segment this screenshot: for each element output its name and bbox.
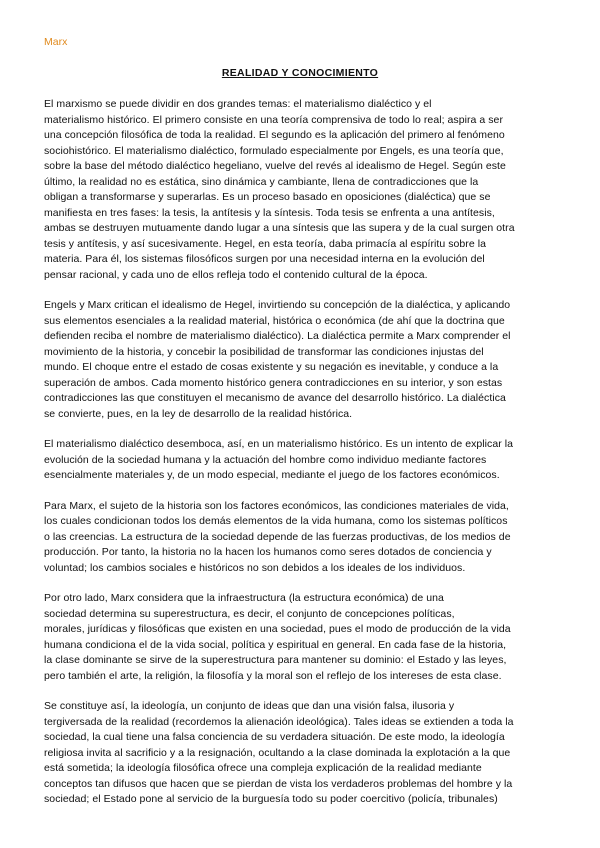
document-title: REALIDAD Y CONOCIMIENTO [221,67,379,79]
paragraph [44,97,562,283]
paragraph-line: conceptos tan difusos que hacen que se pierdan de vista los verdaderos problemas del hombre y la [44,777,513,790]
paragraph-line: o las creencias. La estructura de la sociedad depende de las fuerzas productivas, de los medios de [44,530,511,543]
paragraph-line: sociedad determina su superestructura, es decir, el conjunto de concepciones políticas, [44,607,455,620]
paragraph-line: superación de ambos. Cada momento histórico genera contradicciones en su interior, y son estas [44,376,503,389]
paragraph [44,499,562,577]
paragraph-line: los cuales condicionan todos los demás elementos de la vida humana, como los sistemas políticos [44,515,508,527]
paragraph-line: pensar racional, y cada uno de ellos refleja todo el contenido cultural de la época. [44,268,428,281]
paragraph-line: sociohistórico. El materialismo dialéctico, formulado especialmente por Engels, es una teoría que, [44,144,504,157]
paragraph-line: morales, jurídicas y filosóficas que existen en una sociedad, pues el modo de producción de la vida [44,623,511,635]
paragraph-line: contradicciones las que constituyen el mecanismo de avance del desarrollo histórico. La dialéctica [44,392,506,404]
paragraph [44,437,562,484]
paragraph-line: Por otro lado, Marx considera que la infraestructura (la estructura económica) de una [44,592,444,604]
paragraph-line: último, la realidad no es estática, sino dinámica y cambiante, llena de contradicciones que la [44,175,479,188]
paragraph-line: obligan a transformarse y superarlas. Es un proceso basado en oposiciones (dialéctica) que se [44,191,491,203]
paragraph-line: movimiento de la historia, y concebir la posibilidad de transformar las condiciones injustas del [44,345,484,358]
paragraph-line: materialismo histórico. El primero consiste en una teoría comprensiva de todo lo real; aspira a ser [44,113,503,126]
paragraph-line: evolución de la sociedad humana y la actuación del hombre como individuo mediante factores [44,453,487,466]
paragraph-line: una concepción filosófica de toda la realidad. El segundo es la aplicación del primero al fenómeno [44,129,505,141]
paragraph-line: esencialmente materiales y, de un modo especial, mediante el juego de los factores económicos. [44,469,500,481]
paragraph [44,699,562,808]
paragraph-line: manifiesta en tres fases: la tesis, la antítesis y la síntesis. Toda tesis se enfrenta a una antítesis, [44,206,495,219]
paragraph-line: religiosa invita al sacrificio y a la resignación, ocultando a la clase dominada la explotación a la que [44,746,511,759]
paragraph-line: El marxismo se puede dividir en dos grandes temas: el materialismo dialéctico y el [44,98,432,110]
paragraph-line: El materialismo dialéctico desemboca, así, en un materialismo histórico. Es un intento de explicar la [44,438,514,450]
paragraph-line: mundo. El choque entre el estado de cosas existente y su negación es inevitable, y conduce a la [44,361,499,373]
paragraph-line: sociedad, la cual tiene una falsa conciencia de su verdadera situación. De este modo, la ideología [44,731,505,743]
paragraph [44,298,562,422]
paragraph-line: se convierte, pues, en la ley de desarrollo de la realidad histórica. [44,407,353,420]
paragraph-line: pero también el arte, la religión, la filosofía y la moral son el reflejo de los intereses de esta clase. [44,669,502,682]
paragraph-line: Engels y Marx critican el idealismo de Hegel, invirtiendo su concepción de la dialéctica, y aplicando [44,299,511,311]
paragraph-line: defienden reciba el nombre de materialismo dialéctico). La dialéctica permite a Marx comprender el [44,330,511,342]
paragraph-line: materia. Para él, los sistemas filosóficos surgen por una necesidad interna en la evolución del [44,253,485,265]
paragraph-line: tesis y antítesis, y así sucesivamente. Hegel, en esta teoría, daba primacía al espíritu sobre la [44,237,486,250]
paragraph-line: sus elementos esenciales a la realidad material, histórica o económica (de ahí que la doctrina que [44,314,505,327]
paragraph-line: sobre la base del método dialéctico hegeliano, vuelve del revés al idealismo de Hegel. Según este [44,160,506,172]
paragraph-line: tergiversada de la realidad (recordemos la alienación ideológica). Tales ideas se extienden a toda la [44,715,514,728]
paragraph-line: sociedad; el Estado pone al servicio de la burguesía todo su poder coercitivo (policía, tribunales) [44,793,498,805]
paragraph-line: voluntad; los cambios sociales e históricos no son debidos a los ideales de los individuos. [44,561,466,574]
paragraph-line: humana condiciona el de la vida social, política y espiritual en general. En cada fase de la historia, [44,638,507,651]
paragraph-line: Para Marx, el sujeto de la historia son los factores económicos, las condiciones materiales de vida, [44,499,509,512]
paragraph-line: la clase dominante se sirve de la superestructura para mantener su dominio: el Estado y las leyes, [44,654,507,666]
paragraph-line: Se constituye así, la ideología, un conjunto de ideas que dan una visión falsa, ilusoria y [44,700,455,712]
header-label: Marx [44,36,68,48]
document-body [44,97,562,823]
paragraph-line: ambas se destruyen mutuamente dando lugar a una síntesis que las supera y de la cual surgen otra [44,222,515,234]
paragraph-line: producción. Por tanto, la historia no la hacen los humanos como seres dotados de conciencia y [44,546,492,558]
paragraph [44,591,562,684]
paragraph-line: está sometida; la ideología filosófica ofrece una compleja explicación de la realidad mediante [44,762,482,774]
